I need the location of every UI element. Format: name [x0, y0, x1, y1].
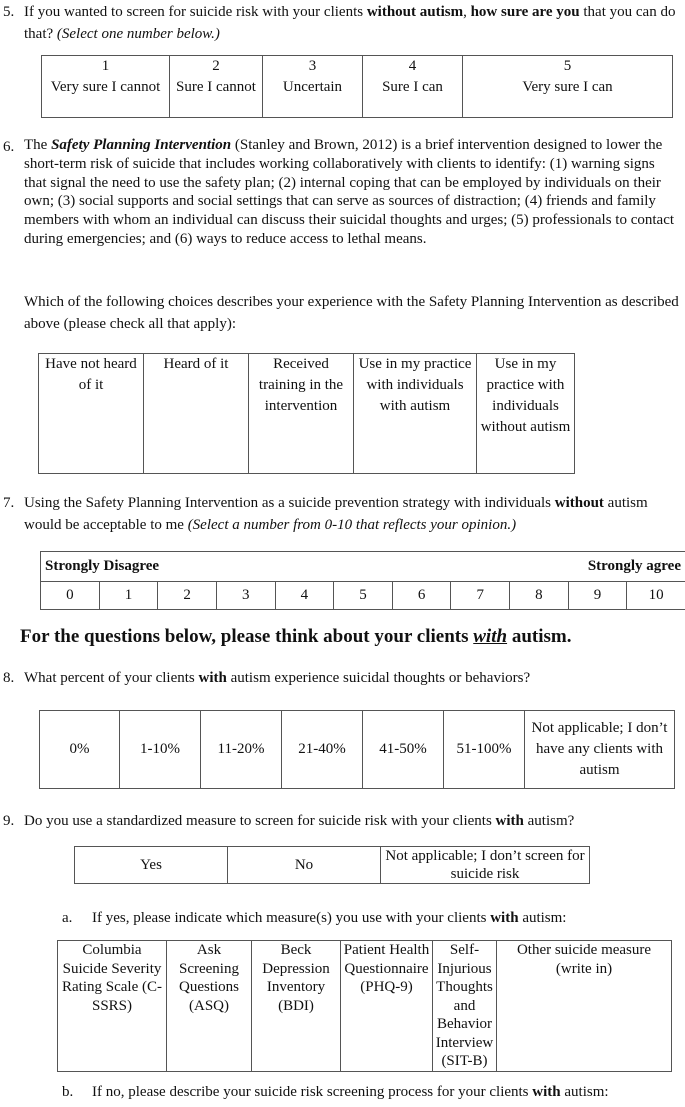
section-heading: For the questions below, please think about your clients with autism. — [20, 626, 572, 647]
question-number: 6. — [3, 139, 15, 155]
option-cell[interactable]: Columbia Suicide Severity Rating Scale (C-SSRS) — [58, 941, 167, 1072]
option-cell[interactable]: 21-40% — [282, 711, 363, 789]
scale-option[interactable]: 1 — [99, 582, 158, 610]
q6-prompt: Which of the following choices describes your experience with the Safety Planning Intervention as described above (please check all that apply): — [24, 294, 679, 332]
question-9a — [62, 907, 682, 929]
scale-option[interactable]: 6 — [392, 582, 451, 610]
sub-question-letter: a. — [62, 910, 73, 926]
scale-option[interactable]: 0 — [41, 582, 100, 610]
option-cell[interactable]: Heard of it — [144, 354, 249, 474]
question-text: If you wanted to screen for suicide risk with your clients without autism, how sure are you that you can do that? (Select one number below.) — [24, 4, 676, 42]
scale-option[interactable]: 5 — [334, 582, 393, 610]
option-cell[interactable]: 4 Sure I can — [363, 56, 463, 118]
scale-option[interactable]: 9 — [568, 582, 627, 610]
option-cell[interactable]: Use in my practice with individuals without autism — [477, 354, 575, 474]
option-cell[interactable]: Not applicable; I don’t screen for suicide risk — [381, 847, 590, 884]
option-cell[interactable]: 51-100% — [444, 711, 525, 789]
option-cell[interactable]: 11-20% — [201, 711, 282, 789]
option-cell[interactable]: Ask Screening Questions (ASQ) — [167, 941, 252, 1072]
option-cell[interactable]: Have not heard of it — [39, 354, 144, 474]
option-cell[interactable]: 41-50% — [363, 711, 444, 789]
option-cell[interactable]: No — [228, 847, 381, 884]
question-number: 8. — [3, 670, 15, 686]
option-cell[interactable]: Patient Health Questionnaire (PHQ-9) — [341, 941, 433, 1072]
scale-option[interactable]: 7 — [451, 582, 510, 610]
scale-high-label: Strongly agree — [587, 558, 681, 574]
sub-question-text: If no, please describe your suicide risk screening process for your clients with autism: — [92, 1084, 609, 1100]
question-9b — [62, 1081, 682, 1103]
option-cell[interactable]: Other suicide measure (write in) — [497, 941, 672, 1072]
option-cell[interactable]: 2 Sure I cannot — [170, 56, 263, 118]
question-text: Do you use a standardized measure to screen for suicide risk with your clients with autism? — [24, 813, 575, 829]
q5-options-table — [41, 55, 673, 118]
option-cell[interactable]: 3 Uncertain — [263, 56, 363, 118]
option-cell[interactable]: 0% — [40, 711, 120, 789]
q9a-measures-table — [57, 940, 672, 1072]
question-number: 5. — [3, 4, 15, 20]
scale-option[interactable]: 10 — [627, 582, 685, 610]
option-cell[interactable]: Use in my practice with individuals with autism — [354, 354, 477, 474]
question-text: What percent of your clients with autism experience suicidal thoughts or behaviors? — [24, 670, 531, 686]
scale-low-label: Strongly Disagree — [45, 558, 160, 574]
q6-options-table — [38, 353, 575, 474]
option-cell[interactable]: Received training in the intervention — [249, 354, 354, 474]
question-number: 9. — [3, 813, 15, 829]
q8-options-table — [39, 710, 675, 789]
option-cell[interactable]: Self-Injurious Thoughts and Behavior Interview (SIT-B) — [433, 941, 497, 1072]
scale-option[interactable]: 2 — [158, 582, 217, 610]
q7-scale-table — [40, 551, 685, 610]
scale-option[interactable]: 3 — [216, 582, 275, 610]
question-text: Using the Safety Planning Intervention as a suicide prevention strategy with individuals without autism would be acceptable to me (Select a number from 0-10 that reflects your opinion.) — [24, 495, 648, 533]
scale-option[interactable]: 4 — [275, 582, 334, 610]
option-cell[interactable]: 1 Very sure I cannot — [42, 56, 170, 118]
option-cell[interactable]: 5 Very sure I can — [463, 56, 673, 118]
question-number: 7. — [3, 495, 15, 511]
option-cell[interactable]: Yes — [75, 847, 228, 884]
question-text: The Safety Planning Intervention (Stanley and Brown, 2012) is a brief intervention designed to lower the short-term risk of suicide that includes working collaboratively with clients to identify: (1) warning signs that signal the need to use the safety plan; (2) internal coping that can be employed by individuals on their own; (3) social supports and social settings that can serve as sources of distraction; (4) friends and family members with whom an individual can discuss their suicidal thoughts and urges; (5) professionals to contact during emergencies; and (6) ways to reduce access to lethal means. — [24, 137, 675, 247]
option-cell[interactable]: 1-10% — [120, 711, 201, 789]
q9-options-table — [74, 846, 590, 884]
option-cell[interactable]: Beck Depression Inventory (BDI) — [252, 941, 341, 1072]
sub-question-letter: b. — [62, 1084, 74, 1100]
sub-question-text: If yes, please indicate which measure(s) you use with your clients with autism: — [92, 910, 567, 926]
scale-option[interactable]: 8 — [510, 582, 569, 610]
scale-anchors — [41, 552, 685, 582]
option-cell[interactable]: Not applicable; I don’t have any clients with autism — [525, 711, 675, 789]
